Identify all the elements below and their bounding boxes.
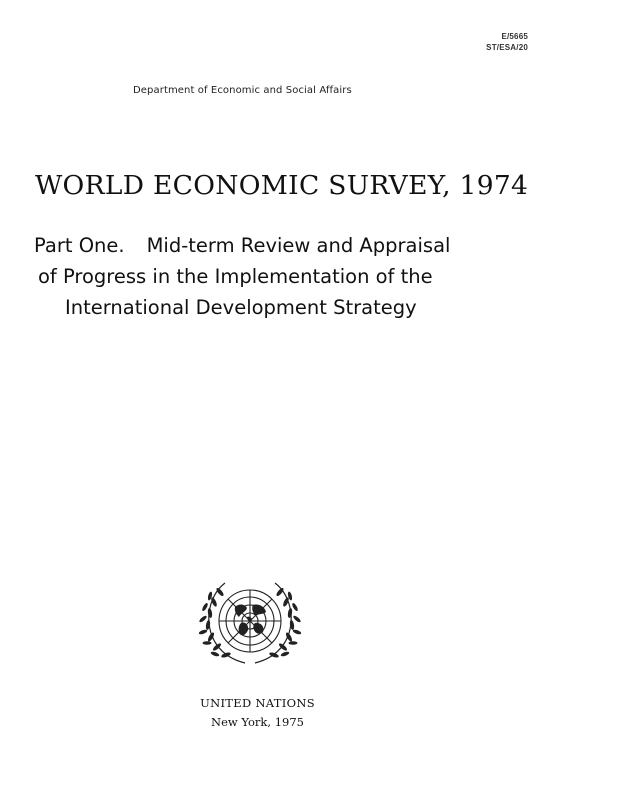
document-symbol-line-2: ST/ESA/20 — [486, 43, 528, 52]
part-label: Part One. — [34, 234, 125, 257]
document-symbol-line-1: E/5665 — [501, 32, 528, 41]
department-name: Department of Economic and Social Affairs — [133, 85, 352, 96]
part-subtitle-line-2: of Progress in the Implementation of the — [38, 265, 433, 288]
part-subtitle-line-1-text: Mid-term Review and Appraisal — [146, 234, 451, 257]
part-subtitle-line-1 — [34, 230, 450, 261]
part-subtitle-line-3: International Development Strategy — [65, 296, 417, 319]
publisher-organization: UNITED NATIONS — [200, 696, 315, 710]
un-emblem-icon — [199, 577, 301, 669]
page-title: WORLD ECONOMIC SURVEY, 1974 — [35, 170, 529, 201]
part-subtitle — [34, 230, 450, 323]
document-symbols — [486, 31, 528, 53]
publisher-place-year: New York, 1975 — [211, 715, 304, 729]
publisher-block — [200, 694, 315, 732]
